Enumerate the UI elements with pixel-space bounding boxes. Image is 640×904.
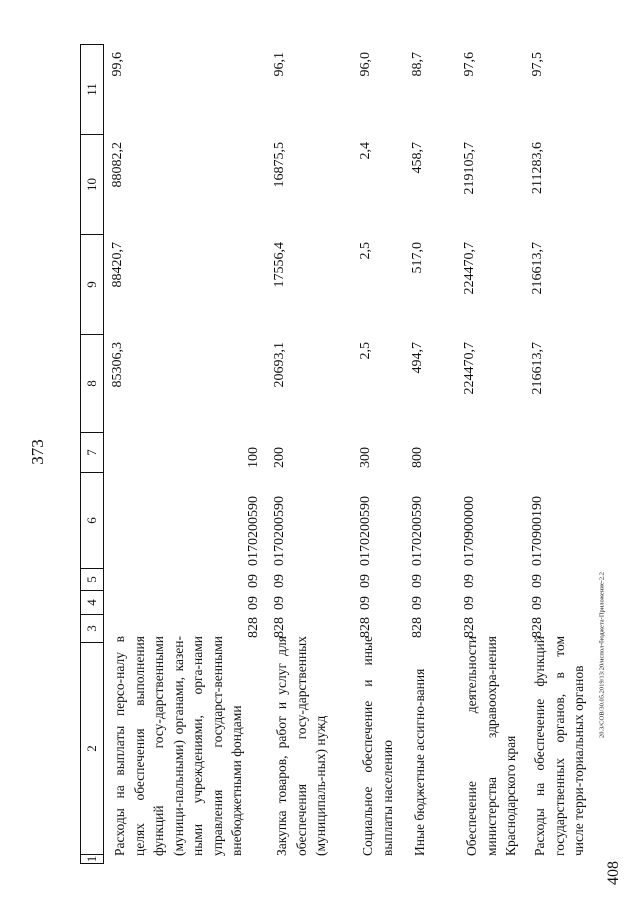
row-value-c8: 494,7 bbox=[410, 342, 425, 374]
header-col-9: 9 bbox=[81, 235, 103, 335]
row-value-c10: 458,7 bbox=[410, 142, 425, 174]
row-name: Закупка товаров, работ и услуг для обеспечения госу-дарственных (муниципаль-ных) нужд bbox=[274, 636, 328, 856]
row-value-c9: 2,5 bbox=[358, 242, 373, 260]
row-code-c5: 09 bbox=[462, 574, 477, 588]
row-value-c8: 216613,7 bbox=[530, 342, 545, 395]
row-code-c6: 0170900190 bbox=[530, 496, 545, 566]
row-code-c3: 828 bbox=[246, 617, 261, 638]
row-value-c11: 99,6 bbox=[110, 52, 125, 77]
header-col-3: 3 bbox=[81, 615, 103, 643]
header-col-7: 7 bbox=[81, 433, 103, 473]
row-code-c4: 09 bbox=[462, 596, 477, 610]
row-name: Социальное обеспечение и иные выплаты населению bbox=[360, 636, 395, 856]
row-name: Расходы на выплаты персо-налу в целях обеспечения выполнения функций госу-дарственными (муници-пальными) органами, казен-ными учреждениями, орга-нами управления государст-венными внебюджетными фондами bbox=[112, 636, 244, 856]
row-code-c6: 0170200590 bbox=[272, 496, 287, 566]
header-col-10: 10 bbox=[81, 135, 103, 235]
row-name: Расходы на обеспечение функций государственных органов, в том числе терри-ториальных органов bbox=[532, 636, 586, 856]
row-code-c3: 828 bbox=[530, 617, 545, 638]
row-code-c4: 09 bbox=[272, 596, 287, 610]
document-reference: 20.3/СОВ/30.05.2019/13:20/испол-бюджета-Приложение-2.2 bbox=[598, 571, 606, 739]
row-value-c9: 17556,4 bbox=[272, 242, 287, 288]
row-value-c10: 219105,7 bbox=[462, 142, 477, 195]
row-value-c10: 2,4 bbox=[358, 142, 373, 160]
row-value-c11: 96,1 bbox=[272, 52, 287, 77]
row-value-c11: 88,7 bbox=[410, 52, 425, 77]
header-col-4: 4 bbox=[81, 591, 103, 615]
row-value-c10: 88082,2 bbox=[110, 142, 125, 188]
row-code-c4: 09 bbox=[530, 596, 545, 610]
row-code-c7: 800 bbox=[410, 447, 425, 468]
row-code-c4: 09 bbox=[358, 596, 373, 610]
row-code-c6: 0170900000 bbox=[462, 496, 477, 566]
row-name: Обеспечение деятельности министерства здравоохра-нения Краснодарского края bbox=[464, 636, 518, 856]
header-col-5: 5 bbox=[81, 569, 103, 591]
row-code-c5: 09 bbox=[272, 574, 287, 588]
row-value-c11: 97,5 bbox=[530, 52, 545, 77]
row-code-c7: 300 bbox=[358, 447, 373, 468]
corner-page-number: 408 bbox=[605, 861, 622, 885]
header-col-2: 2 bbox=[81, 643, 103, 855]
header-col-8: 8 bbox=[81, 335, 103, 433]
row-code-c3: 828 bbox=[410, 617, 425, 638]
row-code-c5: 09 bbox=[246, 574, 261, 588]
row-code-c5: 09 bbox=[530, 574, 545, 588]
row-value-c8: 2,5 bbox=[358, 342, 373, 360]
row-value-c9: 517,0 bbox=[410, 242, 425, 274]
row-code-c3: 828 bbox=[462, 617, 477, 638]
row-value-c8: 224470,7 bbox=[462, 342, 477, 395]
row-code-c6: 0170200590 bbox=[246, 496, 261, 566]
row-code-c7: 100 bbox=[246, 447, 261, 468]
row-code-c3: 828 bbox=[358, 617, 373, 638]
row-code-c5: 09 bbox=[410, 574, 425, 588]
row-code-c6: 0170200590 bbox=[410, 496, 425, 566]
row-value-c10: 211283,6 bbox=[530, 142, 545, 194]
row-code-c3: 828 bbox=[272, 617, 287, 638]
table-header-row bbox=[80, 44, 104, 864]
row-value-c9: 224470,7 bbox=[462, 242, 477, 295]
row-value-c10: 16875,5 bbox=[272, 142, 287, 188]
header-col-6: 6 bbox=[81, 473, 103, 569]
header-col-1: 1 bbox=[84, 855, 99, 863]
row-code-c4: 09 bbox=[410, 596, 425, 610]
row-code-c5: 09 bbox=[358, 574, 373, 588]
row-value-c11: 96,0 bbox=[358, 52, 373, 77]
page-number: 373 bbox=[28, 439, 47, 465]
row-name: Иные бюджетные ассигно-вания bbox=[412, 668, 427, 856]
header-col-11: 11 bbox=[81, 45, 103, 135]
row-value-c9: 216613,7 bbox=[530, 242, 545, 295]
row-code-c6: 0170200590 bbox=[358, 496, 373, 566]
row-value-c8: 85306,3 bbox=[110, 342, 125, 388]
row-value-c9: 88420,7 bbox=[110, 242, 125, 288]
row-value-c8: 20693,1 bbox=[272, 342, 287, 388]
row-code-c4: 09 bbox=[246, 596, 261, 610]
budget-table bbox=[80, 44, 620, 864]
row-value-c11: 97,6 bbox=[462, 52, 477, 77]
row-code-c7: 200 bbox=[272, 447, 287, 468]
